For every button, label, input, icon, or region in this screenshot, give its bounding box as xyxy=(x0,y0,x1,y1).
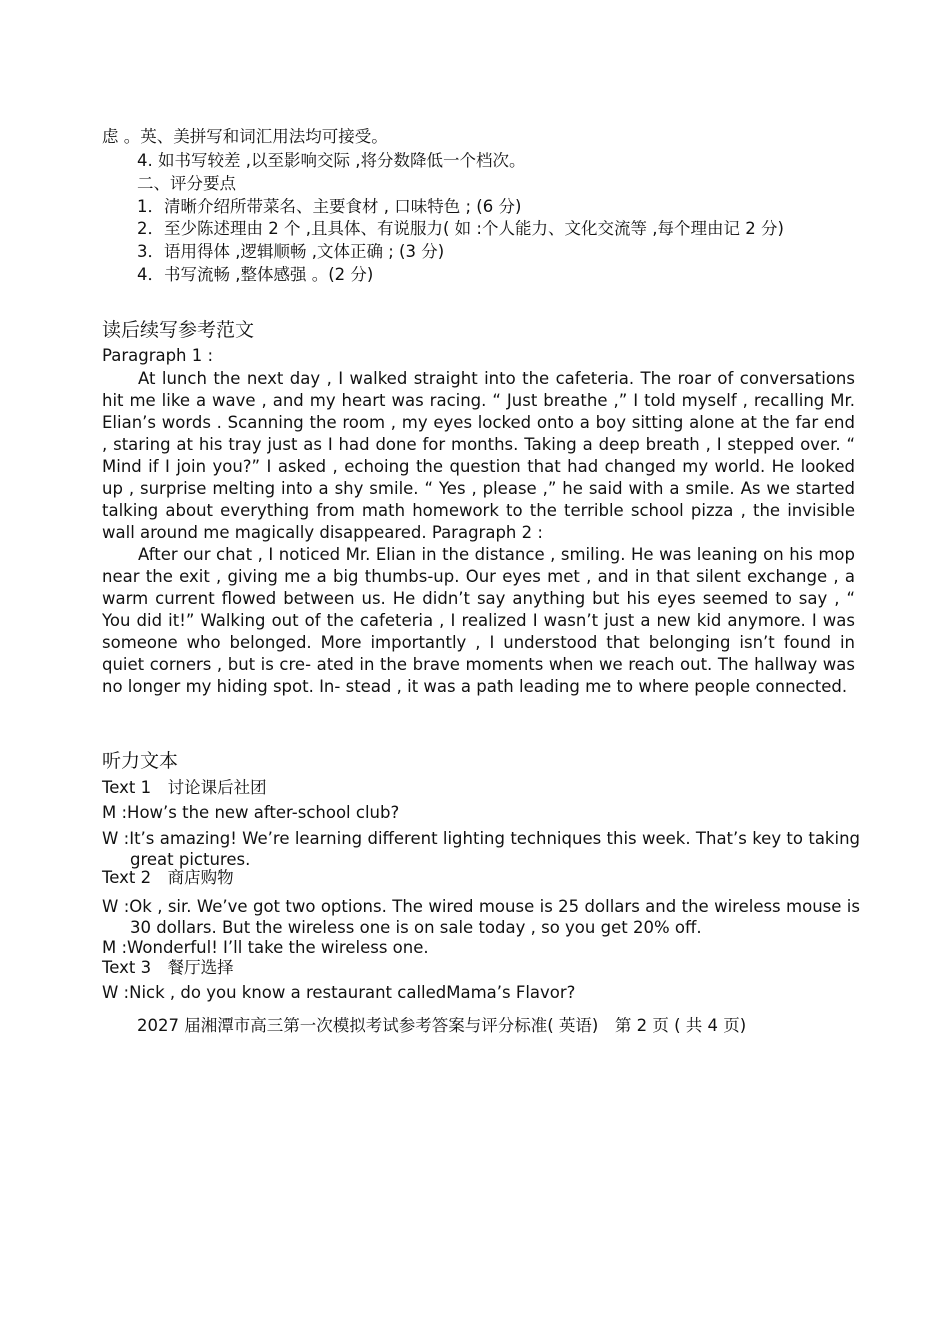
page-footer: 2027 届湘潭市高三第一次模拟考试参考答案与评分标准( 英语) 第 2 页 ( 共 4 页) xyxy=(137,1016,747,1035)
paragraph-2-text: After our chat , I noticed Mr. Elian in the distance , smiling. He was leaning on his mop near the exit , giving me a big thumbs-up. Our eyes met , and in that silent exchange , a warm current flowed between us. He didn’t say anything but his eyes seemed to say , “ You did it!” Walking out of the cafeteria , I realized I wasn’t just a new kid anymore. I was someone who belonged. More importantly , I understood that belonging isn’t found in quiet corners , but is cre- ated in the brave moments when we reach out. The hallway was no longer my hiding spot. In- stead , it was a path leading me to where people connected. xyxy=(102,545,855,696)
paragraph-1-label: Paragraph 1 : xyxy=(102,346,214,365)
text-3-w-line: W :Nick , do you know a restaurant calledMama’s Flavor? xyxy=(102,983,576,1002)
listening-heading: 听力文本 xyxy=(102,750,179,772)
text-2-title: Text 2 商店购物 xyxy=(102,868,234,887)
criteria-point-3: 3．语用得体 ,逻辑顺畅 ,文体正确 ; (3 分) xyxy=(137,242,445,261)
criteria-section-2-title: 二、评分要点 xyxy=(137,174,236,193)
text-2-m-line: M :Wonderful! I’ll take the wireless one. xyxy=(102,938,429,957)
criteria-line-top: 虑 。英、美拼写和词汇用法均可接受。 xyxy=(102,127,388,146)
text-1-w-line: W :It’s amazing! We’re learning different lighting techniques this week. That’s key to taking great pictures. xyxy=(102,829,860,869)
text-2-w-line: W :Ok , sir. We’ve got two options. The wired mouse is 25 dollars and the wireless mouse is 30 dollars. But the wireless one is on sale today , so you get 20% off. xyxy=(102,897,860,937)
text-1-title: Text 1 讨论课后社团 xyxy=(102,778,267,797)
criteria-point-4: 4．书写流畅 ,整体感强 。(2 分) xyxy=(137,265,374,284)
continuation-heading: 读后续写参考范文 xyxy=(102,319,255,341)
criteria-point-2: 2．至少陈述理由 2 个 ,且具体、有说服力( 如 :个人能力、文化交流等 ,每个理由记 2 分) xyxy=(137,219,784,238)
text-3-title: Text 3 餐厅选择 xyxy=(102,958,234,977)
paragraph-1-text: At lunch the next day , I walked straight into the cafeteria. The roar of conversations hit me like a wave , and my heart was racing. “ Just breathe ,” I told myself , recalling Mr. Elian’s words . Scanning the room , my eyes locked onto a boy sitting alone at the far end , staring at his tray just as I had done for months. Taking a deep breath , I stepped over. “ Mind if I join you?” I asked , echoing the question that had changed my world. He looked up , surprise melting into a shy smile. “ Yes , please ,” he said with a smile. As we started talking about everything from math homework to the terrible school pizza , the invisible wall around me magically disappeared. Paragraph 2 : xyxy=(102,369,855,542)
text-1-m-line: M :How’s the new after-school club? xyxy=(102,803,400,822)
criteria-rule-4: 4. 如书写较差 ,以至影响交际 ,将分数降低一个档次。 xyxy=(137,151,526,170)
criteria-point-1: 1．清晰介绍所带菜名、主要食材 , 口味特色 ; (6 分) xyxy=(137,197,522,216)
